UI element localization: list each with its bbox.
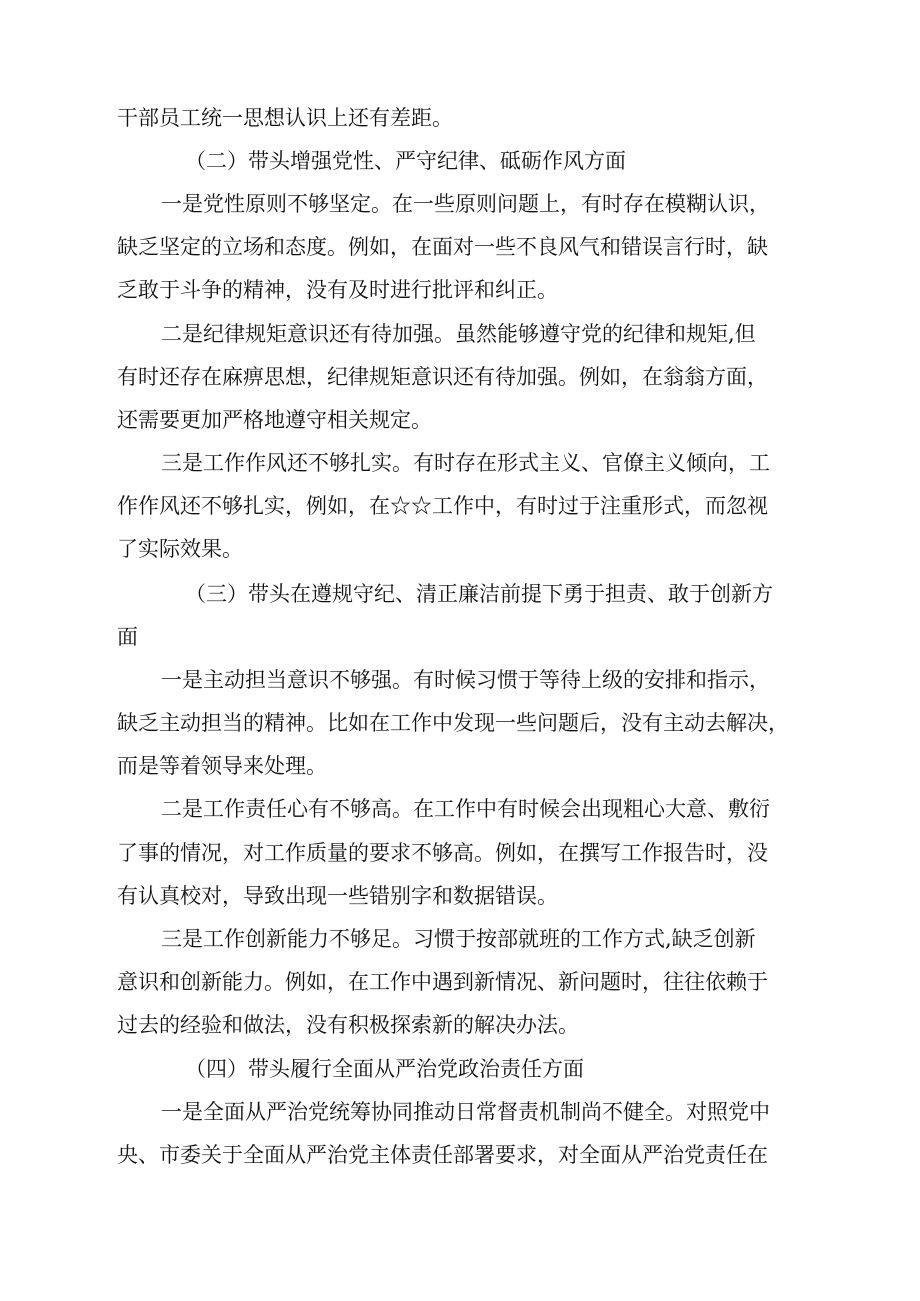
section-heading-continued: 面 (117, 625, 138, 649)
text-line: 三是工作作风还不够扎实。有时存在形式主义、官僚主义倾向，工 (161, 451, 770, 475)
text-line: 而是等着领导来处理。 (117, 754, 327, 778)
text-line: 干部员工统一思想认识上还有差距。 (117, 106, 453, 130)
text-line: 了实际效果。 (117, 537, 243, 561)
text-line: 乏敢于斗争的精神，没有及时进行批评和纠正。 (117, 278, 558, 302)
section-heading: （三）带头在遵规守纪、清正廉洁前提下勇于担责、敢于创新方 (185, 582, 773, 606)
text-line: 缺乏主动担当的精神。比如在工作中发现一些问题后，没有主动去解决， (117, 711, 789, 735)
text-line: 作作风还不够扎实，例如，在☆☆工作中，有时过于注重形式，而忽视 (117, 494, 768, 518)
text-line: 还需要更加严格地遵守相关规定。 (117, 408, 432, 432)
text-line: 了事的情况，对工作质量的要求不够高。例如，在撰写工作报告时，没 (117, 841, 768, 865)
section-heading: （二）带头增强党性、严守纪律、砥砺作风方面 (185, 149, 626, 173)
text-line: 一是主动担当意识不够强。有时候习惯于等待上级的安排和指示， (161, 668, 770, 692)
text-line: 央、市委关于全面从严治党主体责任部署要求，对全面从严治党责任在 (117, 1143, 768, 1167)
text-line: 有时还存在麻痹思想，纪律规矩意识还有待加强。例如，在翁翁方面， (117, 365, 768, 389)
text-line: 二是纪律规矩意识还有待加强。虽然能够遵守党的纪律和规矩,但 (161, 322, 756, 346)
text-line: 一是党性原则不够坚定。在一些原则问题上，有时存在模糊认识， (161, 192, 770, 216)
text-line: 过去的经验和做法，没有积极探索新的解决办法。 (117, 1013, 579, 1037)
text-line: 意识和创新能力。例如，在工作中遇到新情况、新问题时，往往依赖于 (117, 970, 768, 994)
text-line: 有认真校对，导致出现一些错别字和数据错误。 (117, 884, 558, 908)
section-heading: （四）带头履行全面从严治党政治责任方面 (185, 1057, 584, 1081)
text-line: 二是工作责任心有不够高。在工作中有时候会出现粗心大意、敷衍 (161, 797, 770, 821)
text-line: 缺乏坚定的立场和态度。例如，在面对一些不良风气和错误言行时，缺 (117, 235, 768, 259)
text-line: 一是全面从严治党统筹协同推动日常督责机制尚不健全。对照党中 (161, 1100, 770, 1124)
text-line: 三是工作创新能力不够足。习惯于按部就班的工作方式,缺乏创新 (161, 927, 756, 951)
